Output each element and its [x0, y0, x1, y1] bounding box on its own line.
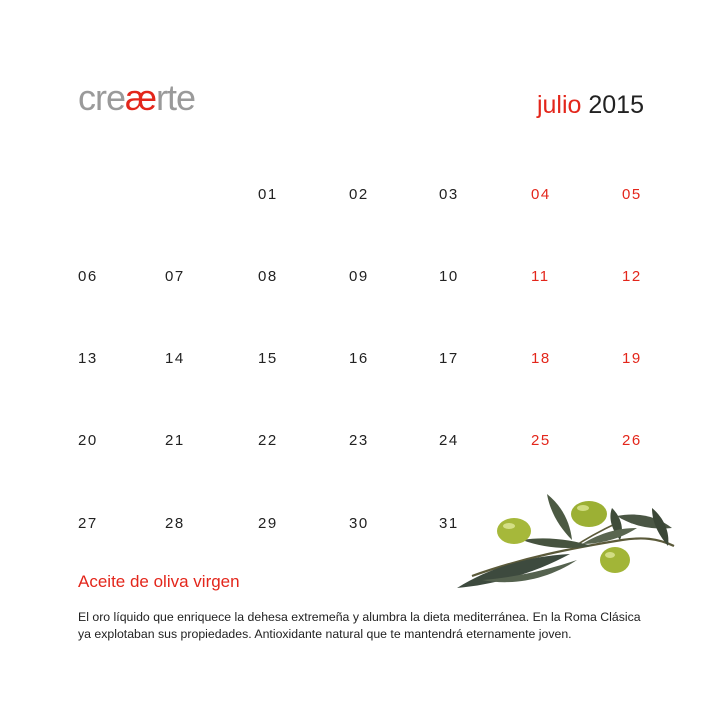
logo-part-3: rte: [156, 77, 196, 118]
calendar-day: 23: [349, 432, 369, 449]
calendar-day: 17: [439, 350, 459, 367]
logo-part-1: cre: [78, 77, 126, 118]
calendar-day: 30: [349, 515, 369, 532]
calendar-day: 22: [258, 432, 278, 449]
olive-leaf: [522, 538, 592, 548]
olive-highlight: [577, 505, 589, 511]
calendar-day: 16: [349, 350, 369, 367]
calendar-day: 29: [258, 515, 278, 532]
olive-highlight: [605, 552, 615, 558]
calendar-day: 25: [531, 432, 551, 449]
calendar-day: 18: [531, 350, 551, 367]
calendar-day: 27: [78, 515, 98, 532]
feature-description: El oro líquido que enriquece la dehesa extremeña y alumbra la dieta mediterránea. En la Roma Clásica ya explotaban sus propiedades. Antioxidante natural que te mantendrá eternamente joven.: [78, 610, 641, 641]
calendar-day: 07: [165, 268, 185, 285]
calendar-day: 20: [78, 432, 98, 449]
calendar-day: 01: [258, 186, 278, 203]
calendar-day: 11: [531, 268, 550, 285]
calendar-day: 15: [258, 350, 278, 367]
calendar-day: 26: [622, 432, 642, 449]
calendar-day: 31: [439, 515, 459, 532]
calendar-day: 08: [258, 268, 278, 285]
calendar-day: 03: [439, 186, 459, 203]
calendar-day: 21: [165, 432, 185, 449]
olive-fruit: [571, 501, 607, 527]
year: 2015: [588, 91, 644, 119]
calendar-day: 28: [165, 515, 185, 532]
feature-title: Aceite de oliva virgen: [78, 572, 240, 591]
calendar-day: 06: [78, 268, 98, 285]
calendar-day: 10: [439, 268, 459, 285]
calendar-day: 14: [165, 350, 185, 367]
calendar-day: 05: [622, 186, 642, 203]
calendar-day: 12: [622, 268, 642, 285]
calendar-day: 09: [349, 268, 369, 285]
month-name: julio: [536, 91, 582, 119]
olive-fruit: [600, 547, 630, 573]
olive-highlight: [503, 523, 515, 529]
olive-leaf: [547, 494, 572, 540]
olive-fruit: [497, 518, 531, 544]
calendar-day: 13: [78, 350, 98, 367]
calendar-day: 04: [531, 186, 551, 203]
calendar-day: 19: [622, 350, 642, 367]
olive-branch-icon: [452, 488, 677, 598]
calendar-day: 02: [349, 186, 369, 203]
calendar-day: 24: [439, 432, 459, 449]
logo-part-2: æ: [125, 77, 157, 118]
